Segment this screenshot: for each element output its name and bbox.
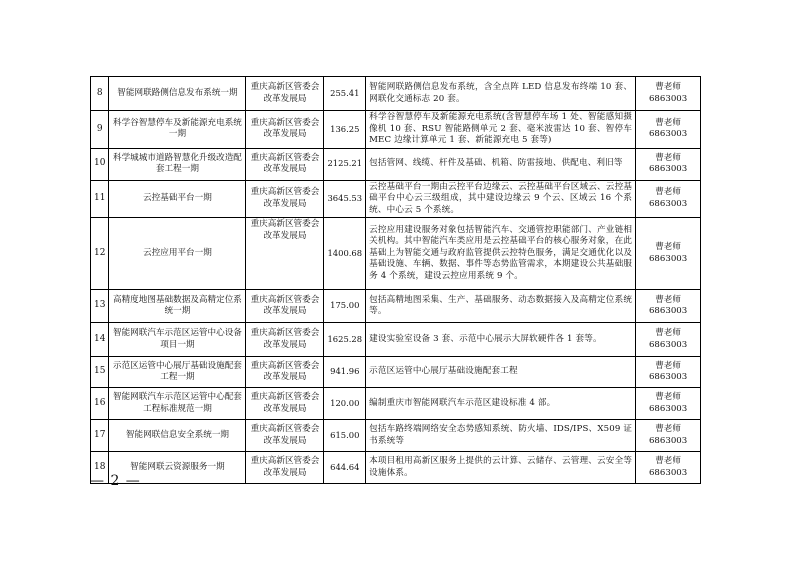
project-contact	[636, 111, 701, 149]
project-unit: 重庆高新区管委会改革发展局	[246, 323, 324, 357]
table-row	[91, 420, 701, 452]
table-row	[91, 111, 701, 149]
project-contact	[636, 357, 701, 388]
contact-phone: 6863003	[648, 164, 688, 174]
project-contact	[636, 420, 701, 452]
project-amount: 2125.21	[324, 148, 366, 180]
project-contact	[636, 77, 701, 111]
project-unit: 重庆高新区管委会改革发展局	[246, 420, 324, 452]
contact-phone: 6863003	[648, 129, 688, 140]
row-number: 18	[91, 452, 109, 484]
contact-name: 曹老师	[655, 392, 681, 402]
contact-name: 曹老师	[655, 424, 681, 434]
project-content: 科学谷智慧停车及新能源充电系统(含智慧停车场 1 处、智能感知摄像机 10 套、RSU 智能路侧单元 2 套、毫米波雷达 10 套、智停车 MEC 边缘计算单元 1 套、新能源充电 5 套等)	[366, 111, 636, 149]
project-name: 智能网联汽车示范区运管中心设备项目一期	[109, 323, 246, 357]
contact-phone: 6863003	[648, 198, 688, 209]
project-content: 智能网联路侧信息发布系统，含全点阵 LED 信息发布终端 10 套、网联化交通标志 20 套。	[366, 77, 636, 111]
project-unit: 重庆高新区管委会改革发展局	[246, 77, 324, 111]
project-unit: 重庆高新区管委会改革发展局	[246, 180, 324, 218]
project-content: 编制重庆市智能网联汽车示范区建设标准 4 部。	[366, 388, 636, 420]
project-content: 云控基础平台一期由云控平台边缘云、云控基础平台区域云、云控基础平台中心云三级组成，其中建设边缘云 9 个云、区域云 16 个系统、中心云 5 个系统。	[366, 180, 636, 218]
project-amount: 136.25	[324, 111, 366, 149]
project-content: 建设实验室设备 3 套、示范中心展示大屏软硬件各 1 套等。	[366, 323, 636, 357]
row-number: 15	[91, 357, 109, 388]
project-name: 云控应用平台一期	[109, 218, 246, 290]
project-content: 包括车路终端网络安全态势感知系统、防火墙、IDS/IPS、X509 证书系统等	[366, 420, 636, 452]
contact-name: 曹老师	[655, 328, 681, 338]
project-contact	[636, 180, 701, 218]
row-number: 16	[91, 388, 109, 420]
contact-phone: 6863003	[648, 306, 688, 316]
table-row	[91, 452, 701, 484]
contact-name: 曹老师	[655, 82, 681, 92]
project-name: 云控基础平台一期	[109, 180, 246, 218]
project-name: 高精度地图基础数据及高精定位系统一期	[109, 290, 246, 323]
project-content: 包括高精地图采集、生产、基础服务、动态数据接入及高精定位系统等。	[366, 290, 636, 323]
project-amount: 175.00	[324, 290, 366, 323]
project-unit: 重庆高新区管委会改革发展局	[246, 290, 324, 323]
contact-name: 曹老师	[655, 242, 681, 252]
project-amount: 120.00	[324, 388, 366, 420]
contact-name: 曹老师	[655, 294, 681, 305]
contact-phone: 6863003	[648, 339, 688, 350]
project-unit: 重庆高新区管委会改革发展局	[246, 357, 324, 388]
project-contact	[636, 148, 701, 180]
project-amount: 1625.28	[324, 323, 366, 357]
contact-name: 曹老师	[655, 456, 681, 466]
project-amount: 1400.68	[324, 218, 366, 290]
project-contact	[636, 323, 701, 357]
table-row	[91, 218, 701, 290]
project-table-body	[91, 77, 701, 484]
contact-phone: 6863003	[648, 467, 688, 478]
row-number: 12	[91, 218, 109, 290]
project-name: 科学城城市道路智慧化升级改造配套工程一期	[109, 148, 246, 180]
table-row	[91, 357, 701, 388]
table-row	[91, 148, 701, 180]
table-row	[91, 290, 701, 323]
project-content: 本项目租用高新区服务上提供的云计算、云储存、云管理、云安全等设施体系。	[366, 452, 636, 484]
page-number: — 2 —	[90, 473, 141, 489]
project-unit: 重庆高新区管委会改革发展局	[246, 388, 324, 420]
project-contact	[636, 388, 701, 420]
project-amount: 941.96	[324, 357, 366, 388]
project-content: 包括管网、线缆、杆件及基础、机箱、防雷接地、供配电、利旧等	[366, 148, 636, 180]
project-unit: 重庆高新区管委会改革发展局	[246, 148, 324, 180]
row-number: 11	[91, 180, 109, 218]
row-number: 13	[91, 290, 109, 323]
contact-phone: 6863003	[648, 372, 688, 382]
row-number: 17	[91, 420, 109, 452]
project-contact	[636, 452, 701, 484]
project-content: 示范区运管中心展厅基础设施配套工程	[366, 357, 636, 388]
contact-name: 曹老师	[655, 360, 681, 371]
project-unit: 重庆高新区管委会改革发展局	[246, 218, 324, 290]
project-amount: 644.64	[324, 452, 366, 484]
project-name: 科学谷智慧停车及新能源充电系统一期	[109, 111, 246, 149]
project-content: 云控应用建设服务对象包括智能汽车、交通管控职能部门、产业链相关机构。其中智能汽车类应用是云控基础平台的核心服务对象，在此基础上为智能交通与政府监管提供云控特色服务，满足交通优化以及基础设施、车辆、数据、事件等态势监管需求，本期建设公共基础服务 4 个系统，建设云控应用系统 9 个。	[366, 218, 636, 290]
contact-name: 曹老师	[655, 187, 681, 198]
project-unit: 重庆高新区管委会改革发展局	[246, 111, 324, 149]
contact-name: 曹老师	[655, 117, 681, 128]
project-name: 智能网联信息安全系统一期	[109, 420, 246, 452]
table-row	[91, 388, 701, 420]
row-number: 8	[91, 77, 109, 111]
contact-phone: 6863003	[648, 435, 688, 446]
contact-phone: 6863003	[648, 253, 688, 264]
project-contact	[636, 290, 701, 323]
table-row	[91, 77, 701, 111]
row-number: 14	[91, 323, 109, 357]
project-contact	[636, 218, 701, 290]
project-table	[90, 76, 701, 484]
project-amount: 255.41	[324, 77, 366, 111]
project-name: 示范区运管中心展厅基础设施配套工程一期	[109, 357, 246, 388]
row-number: 10	[91, 148, 109, 180]
contact-phone: 6863003	[648, 93, 688, 104]
row-number: 9	[91, 111, 109, 149]
contact-name: 曹老师	[655, 152, 681, 163]
project-unit: 重庆高新区管委会改革发展局	[246, 452, 324, 484]
project-name: 智能网联汽车示范区运管中心配套工程标准规范一期	[109, 388, 246, 420]
contact-phone: 6863003	[648, 403, 688, 414]
project-amount: 3645.53	[324, 180, 366, 218]
project-name: 智能网联路侧信息发布系统一期	[109, 77, 246, 111]
project-name: 智能网联云资源服务一期	[109, 452, 246, 484]
table-row	[91, 323, 701, 357]
table-row	[91, 180, 701, 218]
project-amount: 615.00	[324, 420, 366, 452]
